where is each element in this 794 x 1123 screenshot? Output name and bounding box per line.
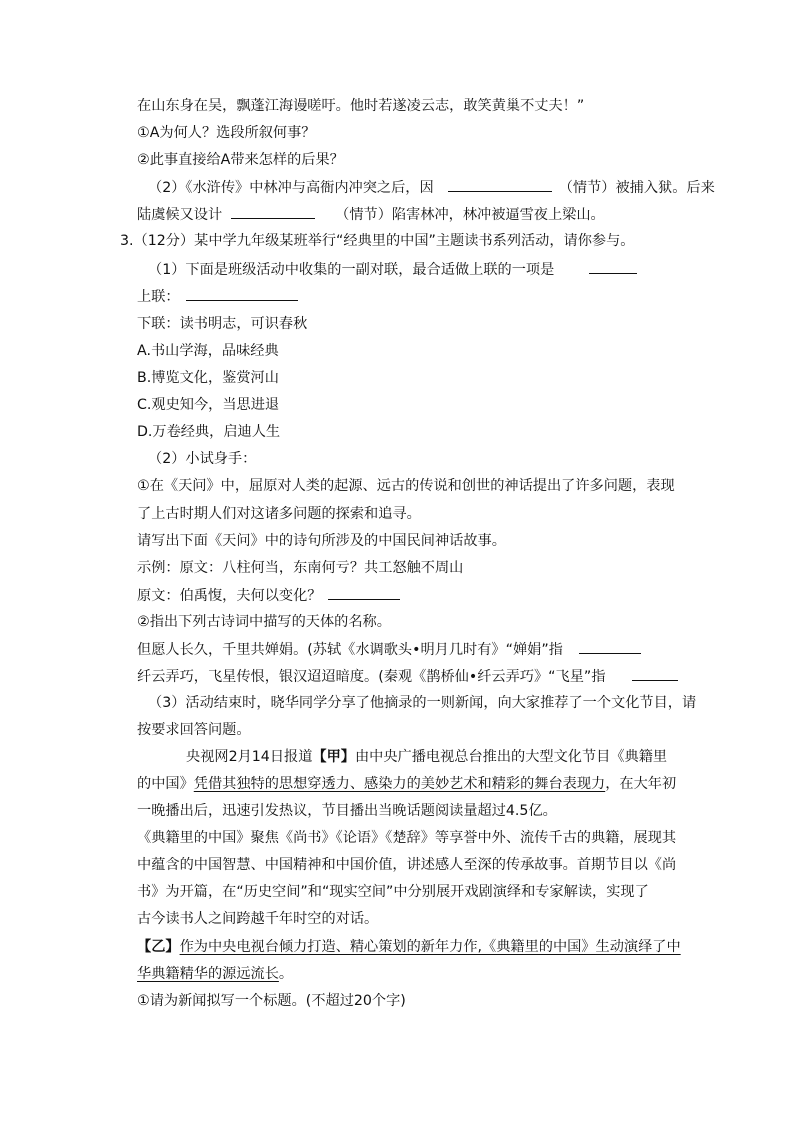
news-para-3-end: 华典籍精华的源远流长。 — [137, 966, 294, 982]
option-c: C.观史知今，当思进退 — [137, 397, 280, 413]
news-para-2-end: 古今读书人之间跨越千年时空的对话。 — [137, 911, 379, 927]
subsection-3-cont: 按要求回答问题。 — [137, 722, 251, 738]
subsection-3: （3）活动结束时，晓华同学分享了他摘录的一则新闻，向大家推荐了一个文化节目，请 — [148, 695, 697, 711]
underlined-sentence: 作为中央电视台倾力打造、精心策划的新年力作,《典籍里的中国》生动演绎了中 — [179, 939, 681, 955]
couplet-upper: 上联： — [137, 286, 300, 307]
marker-jia: 【甲】 — [312, 749, 355, 765]
headline-question: ①请为新闻拟写一个标题。(不超过20个字) — [137, 993, 406, 1009]
celestial-q1: 但愿人长久，千里共婵娟。(苏轼《水调歌头•明月几时有》“婵娟”指 — [137, 639, 643, 660]
question-water-margin: （2）《水浒传》中林冲与高衙内冲突之后，因 （情节）被捕入狱。后来 — [148, 177, 715, 198]
answer-blank[interactable] — [448, 177, 552, 192]
answer-blank[interactable] — [328, 585, 400, 600]
tianwen-instruction: 请写出下面《天问》中的诗句所涉及的中国民间神话故事。 — [137, 533, 506, 549]
marker-yi: 【乙】 — [137, 939, 180, 955]
question-3-heading: 3.（12分）某中学九年级某班举行“经典里的中国”主题读书系列活动，请你参与。 — [120, 233, 635, 249]
answer-blank[interactable] — [589, 259, 637, 274]
tianwen-question: 原文：伯禹愎，夫何以变化？ — [137, 585, 402, 606]
option-a: A.书山学海，品味经典 — [137, 343, 279, 359]
news-para-2-cont2: 书》为开篇，在“历史空间”和“现实空间”中分别展开戏剧演绎和专家解读，实现了 — [137, 884, 649, 900]
news-para-1: 央视网2月14日报道【甲】由中央广播电视总台推出的大型文化节目《典籍里 — [186, 749, 668, 765]
news-para-2-cont: 中蕴含的中国智慧、中国精神和中国价值，讲述感人至深的传承故事。首期节目以《尚 — [137, 857, 677, 873]
news-para-1-end: 一晚播出后，迅速引发热议，节目播出当晚话题阅读量超过4.5亿。 — [137, 803, 557, 819]
option-b: B.博览文化，鉴赏河山 — [137, 370, 279, 386]
question-water-margin-cont: 陆虞候又设计 （情节）陷害林冲，林冲被逼雪夜上梁山。 — [137, 204, 605, 225]
answer-blank[interactable] — [632, 666, 678, 681]
tianwen-intro: ①在《天问》中，屈原对人类的起源、远古的传说和创世的神话提出了许多问题，表现 — [137, 478, 675, 494]
couplet-lower: 下联：读书明志，可识春秋 — [137, 316, 308, 332]
celestial-q2: 纤云弄巧，飞星传恨，银汉迢迢暗度。(秦观《鹊桥仙•纤云弄巧》“飞星”指 — [137, 666, 680, 687]
answer-blank[interactable] — [579, 639, 641, 654]
news-para-2: 《典籍里的中国》聚焦《尚书》《论语》《楚辞》等享誉中外、流传千古的典籍，展现其 — [137, 830, 677, 846]
question-1: ①A为何人？选段所叙何事？ — [137, 125, 316, 141]
news-para-3 — [137, 937, 681, 957]
tianwen-example: 示例：原文：八柱何当，东南何亏？共工怒触不周山 — [137, 560, 464, 576]
couplet-question: （1）下面是班级活动中收集的一副对联，最合适做上联的一项是 — [148, 259, 639, 280]
answer-blank[interactable] — [186, 286, 298, 301]
underlined-phrase: 凭借其独特的思想穿透力、感染力的美妙艺术和精彩的舞台表现力 — [193, 776, 606, 792]
poem-line: 在山东身在吴，飘蓬江海谩嗟吁。他时若遂凌云志，敢笑黄巢不丈夫！” — [137, 98, 585, 114]
option-d: D.万卷经典，启迪人生 — [137, 424, 281, 440]
celestial-instruction: ②指出下列古诗词中描写的天体的名称。 — [137, 614, 391, 630]
question-2: ②此事直接给A带来怎样的后果？ — [137, 152, 344, 168]
answer-blank[interactable] — [231, 204, 315, 219]
tianwen-intro-cont: 了上古时期人们对这诸多问题的探索和追寻。 — [137, 506, 421, 522]
news-para-1-cont: 的中国》凭借其独特的思想穿透力、感染力的美妙艺术和精彩的舞台表现力，在大年初 — [137, 776, 677, 792]
subsection-2: （2）小试身手： — [148, 451, 257, 467]
